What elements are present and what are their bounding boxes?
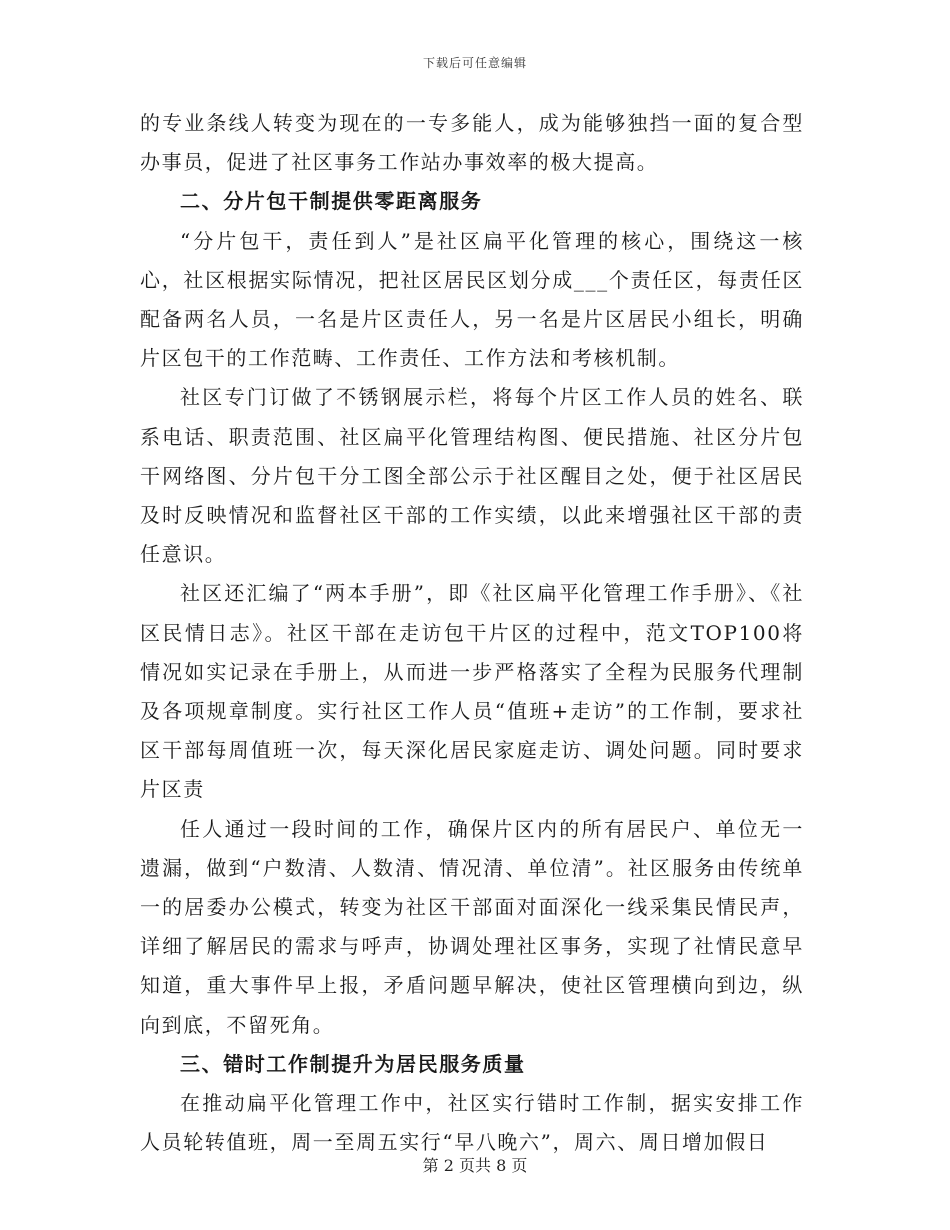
page-header: 下载后可任意编辑 xyxy=(422,56,527,70)
paragraph-6: 任人通过一段时间的工作，确保片区内的所有居民户、单位无一遗漏，做到“户数清、人数清、情况清、单位清”。社区服务由传统单一的居委办公模式，转变为社区干部面对面深化一线采集民情民声，详细了解居民的需求与呼声，协调处理社区事务，实现了社情民意早知道，重大事件早上报，矛盾问题早解决，使社区管理横向到边，纵向到底，不留死角。 xyxy=(140,816,804,1037)
paragraph-1: 的专业条线人转变为现在的一专多能人，成为能够独挡一面的复合型办事员，促进了社区事务工作站办事效率的极大提高。 xyxy=(140,111,804,175)
paragraph-4: 社区专门订做了不锈钢展示栏，将每个片区工作人员的姓名、联系电话、职责范围、社区扁平化管理结构图、便民措施、社区分片包干网络图、分片包干分工图全部公示于社区醒目之处，便于社区居民及时反映情况和监督社区干部的工作实绩，以此来增强社区干部的责任意识。 xyxy=(140,385,804,567)
document-body xyxy=(140,104,804,1162)
section-heading-2: 二、分片包干制提供零距离服务 xyxy=(180,189,483,214)
page-number: 第 2 页共 8 页 xyxy=(422,1156,528,1175)
section-heading-3: 三、错时工作制提升为居民服务质量 xyxy=(180,1051,526,1076)
paragraph-8: 在推动扁平化管理工作中，社区实行错时工作制，据实安排工作人员轮转值班，周一至周五实行“早八晚六”，周六、周日增加假日 xyxy=(140,1091,804,1155)
paragraph-5: 社区还汇编了“两本手册”，即《社区扁平化管理工作手册》、《社区民情日志》。社区干部在走访包干片区的过程中，范文TOP100将情况如实记录在手册上，从而进一步严格落实了全程为民服务代理制及各项规章制度。实行社区工作人员“值班+走访”的工作制，要求社区干部每周值班一次，每天深化居民家庭走访、调处问题。同时要求片区责 xyxy=(140,581,804,802)
paragraph-3: “分片包干，责任到人”是社区扁平化管理的核心，围绕这一核心，社区根据实际情况，把社区居民区划分成___个责任区，每责任区配备两名人员，一名是片区责任人，另一名是片区居民小组长，明确片区包干的工作范畴、工作责任、工作方法和考核机制。 xyxy=(140,228,804,371)
